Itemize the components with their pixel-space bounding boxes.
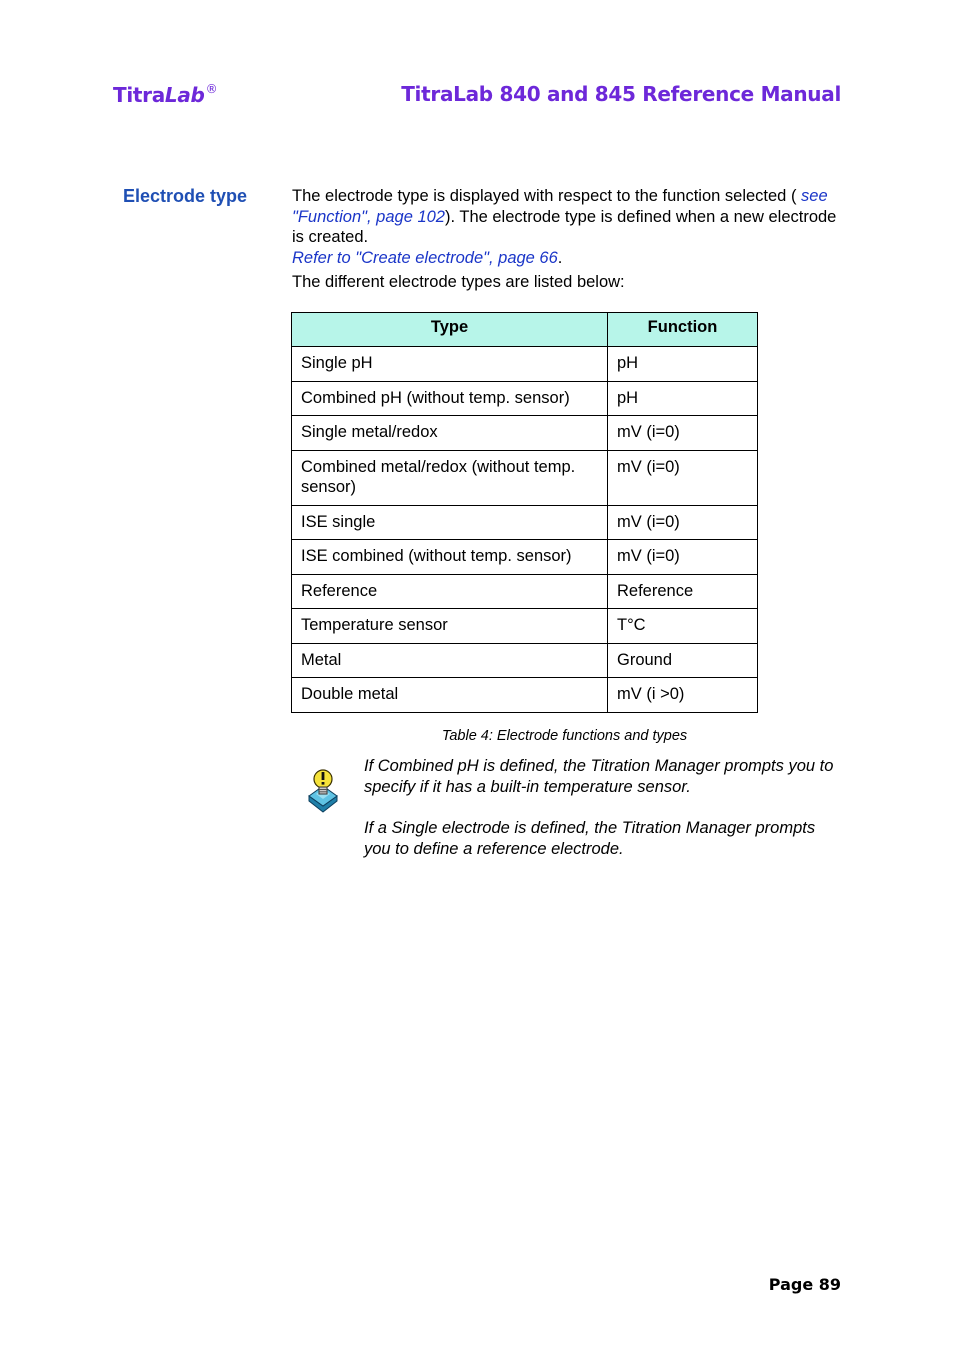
type-cell: Temperature sensor [292,609,608,644]
brand-lab: Lab [164,83,205,107]
table-row [292,678,758,713]
function-cell: pH [608,347,758,382]
tip-note [364,756,844,880]
refer-period: . [557,248,563,267]
table-row [292,609,758,644]
tip-paragraph-combined-ph: If Combined pH is defined, the Titration Manager prompts you to specify if it has a built-in temperature sensor. [364,757,834,796]
electrode-types-table [291,312,758,713]
table-row [292,505,758,540]
type-cell: Single pH [292,347,608,382]
type-cell: Combined pH (without temp. sensor) [292,381,608,416]
function-cell: pH [608,381,758,416]
brand-titra: Titra [113,83,165,107]
type-cell: Metal [292,643,608,678]
table-caption: Table 4: Electrode functions and types [441,728,688,744]
table-header-row [292,313,758,347]
manual-title: TitraLab 840 and 845 Reference Manual [401,82,841,106]
type-cell: ISE single [292,505,608,540]
refer-paragraph [292,248,842,269]
table-row [292,643,758,678]
create-electrode-link[interactable]: Refer to "Create electrode", page 66 [292,248,558,267]
type-cell: Single metal/redox [292,416,608,451]
function-cell: mV (i=0) [608,505,758,540]
function-page-link[interactable]: see "Function", page 102 [292,187,828,226]
brand-logo [113,82,217,107]
function-cell: Ground [608,643,758,678]
type-cell: ISE combined (without temp. sensor) [292,540,608,575]
tip-paragraph-single-electrode: If a Single electrode is defined, the Titration Manager prompts you to define a reference electrode. [364,819,816,858]
header-function: Function [608,313,758,347]
type-cell: Combined metal/redox (without temp. sensor) [292,450,608,505]
section-body [292,186,842,293]
table-row [292,347,758,382]
type-cell: Double metal [292,678,608,713]
table-lead-text: The different electrode types are listed below: [292,273,625,291]
table-row [292,416,758,451]
intro-paragraph [292,186,842,248]
function-cell: mV (i=0) [608,540,758,575]
lightbulb-tip-icon [306,768,340,814]
header-type: Type [292,313,608,347]
function-cell: mV (i=0) [608,416,758,451]
intro-text-b: ). The electrode type is defined when a new electrode is created. [292,207,837,246]
function-cell: mV (i >0) [608,678,758,713]
page-number: Page 89 [768,1275,841,1294]
function-cell: Reference [608,574,758,609]
section-title: Electrode type [123,186,248,206]
table-row [292,574,758,609]
function-cell: T°C [608,609,758,644]
table-row [292,450,758,505]
intro-text-a: The electrode type is displayed with respect to the function selected ( [292,187,802,205]
type-cell: Reference [292,574,608,609]
registered-mark: ® [205,82,218,96]
function-cell: mV (i=0) [608,450,758,505]
table-row [292,381,758,416]
table-row [292,540,758,575]
